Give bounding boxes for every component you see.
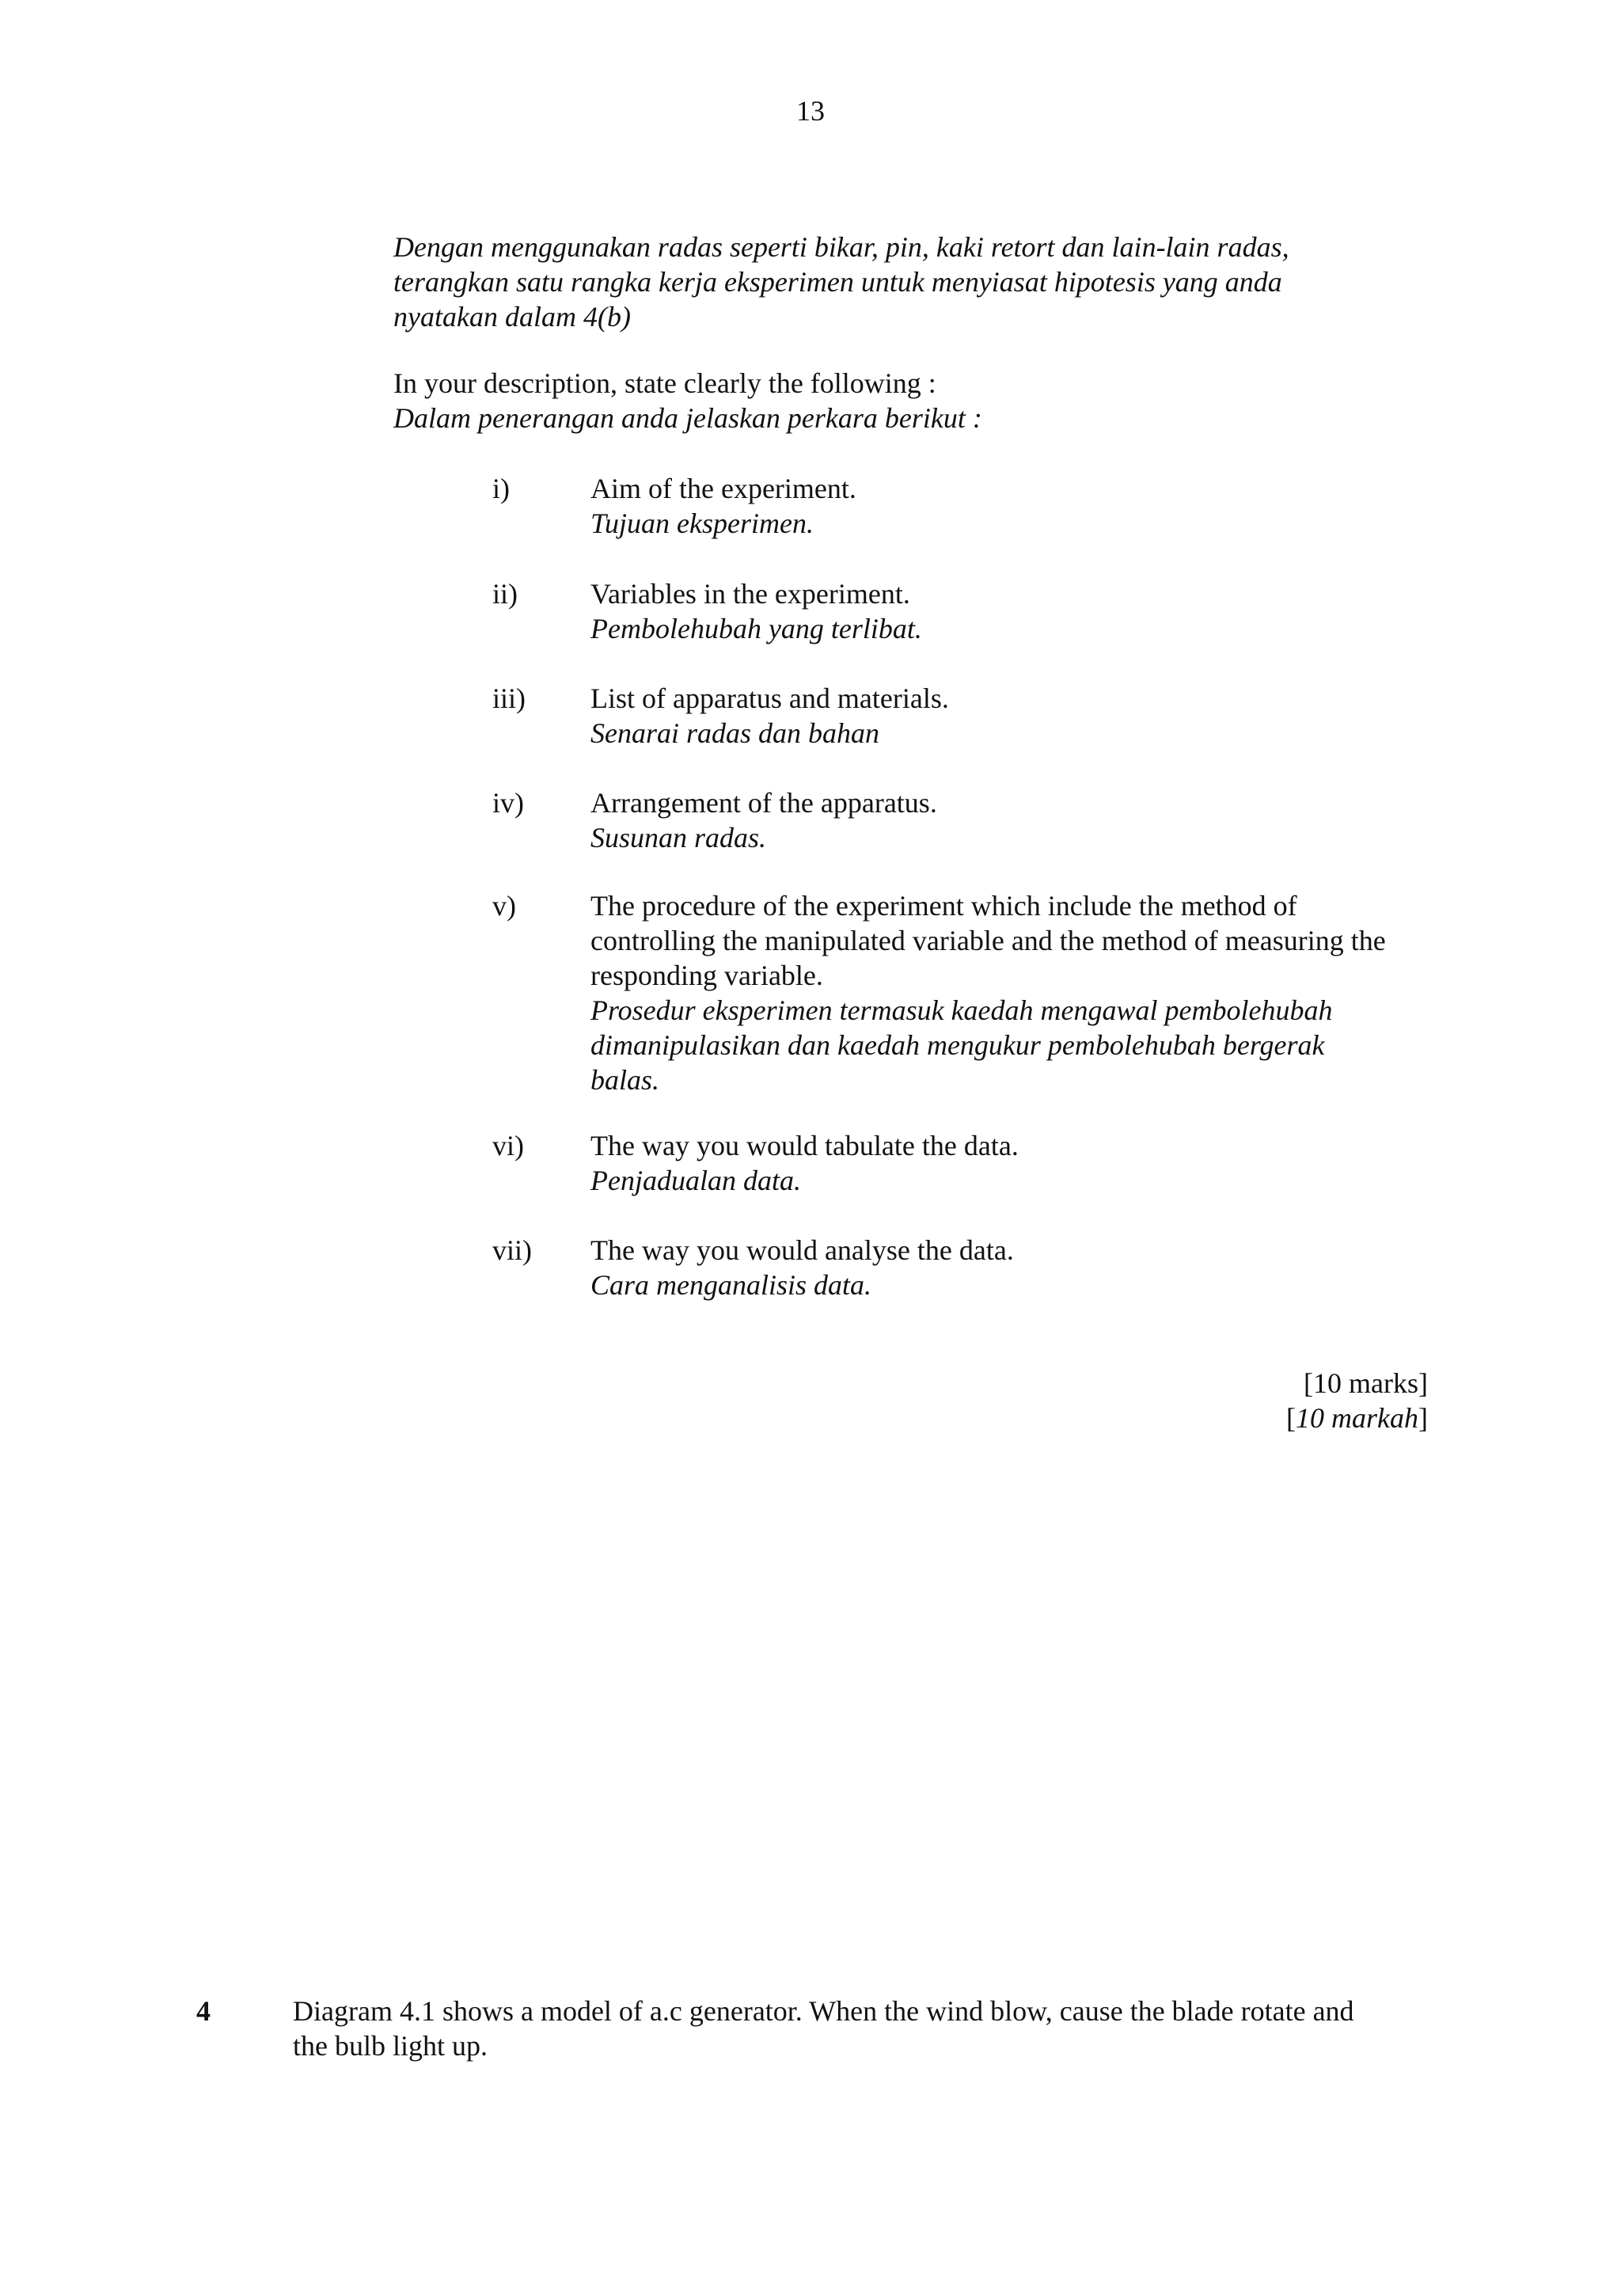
list-item-english: List of apparatus and materials.: [590, 682, 949, 714]
list-item-english: The procedure of the experiment which include the method of: [590, 890, 1297, 922]
intro-malay-line-2: terangkan satu rangka kerja eksperimen untuk menyiasat hipotesis yang anda: [393, 266, 1282, 298]
list-item-english: The way you would tabulate the data.: [590, 1130, 1019, 1161]
intro-malay-line-3: nyatakan dalam 4(b): [393, 301, 631, 333]
list-item-malay: Prosedur eksperimen termasuk kaedah mengawal pembolehubah: [590, 994, 1333, 1026]
list-item-number: v): [492, 890, 516, 922]
list-item-english: The way you would analyse the data.: [590, 1234, 1014, 1266]
list-item-malay: Tujuan eksperimen.: [590, 507, 814, 539]
list-item-malay: balas.: [590, 1064, 660, 1096]
list-item-malay: Susunan radas.: [590, 822, 767, 853]
question-4-text: [293, 1994, 1354, 2063]
question-4-line-2: the bulb light up.: [293, 2030, 488, 2062]
intro-malay-paragraph: [393, 230, 1289, 334]
list-item-number: ii): [492, 578, 518, 610]
question-4-number: 4: [196, 1995, 211, 2027]
list-item-malay: dimanipulasikan dan kaedah mengukur pembolehubah bergerak: [590, 1029, 1325, 1061]
page-number: 13: [796, 95, 825, 127]
intro-malay-line-1: Dengan menggunakan radas seperti bikar, pin, kaki retort dan lain-lain radas,: [393, 231, 1289, 263]
description-instruction: [393, 366, 982, 435]
list-item-malay: Cara menganalisis data.: [590, 1269, 872, 1301]
list-item-number: iii): [492, 682, 526, 714]
list-item-number: i): [492, 473, 510, 504]
marks-english: [10 marks]: [1304, 1367, 1428, 1399]
list-item-malay: Penjadualan data.: [590, 1165, 801, 1196]
question-4-line-1: Diagram 4.1 shows a model of a.c generator. When the wind blow, cause the blade rotate and: [293, 1995, 1354, 2027]
marks-malay-open-bracket: [: [1286, 1402, 1296, 1434]
list-item-malay: Pembolehubah yang terlibat.: [590, 613, 922, 644]
list-item-english: controlling the manipulated variable and the method of measuring the: [590, 925, 1386, 956]
marks-allocation: [1286, 1366, 1428, 1435]
list-item-english: Arrangement of the apparatus.: [590, 787, 937, 819]
list-item-number: iv): [492, 787, 524, 819]
list-item-number: vii): [492, 1234, 532, 1266]
description-malay: Dalam penerangan anda jelaskan perkara berikut :: [393, 402, 982, 434]
marks-malay-close-bracket: ]: [1418, 1402, 1428, 1434]
marks-malay-text: 10 markah: [1296, 1402, 1418, 1434]
list-item-number: vi): [492, 1130, 524, 1161]
list-item-english: Aim of the experiment.: [590, 473, 856, 504]
marks-malay: [1286, 1401, 1428, 1435]
list-item-english: Variables in the experiment.: [590, 578, 910, 610]
description-english: In your description, state clearly the following :: [393, 367, 936, 399]
list-item-english: responding variable.: [590, 960, 823, 991]
list-item-malay: Senarai radas dan bahan: [590, 717, 880, 749]
